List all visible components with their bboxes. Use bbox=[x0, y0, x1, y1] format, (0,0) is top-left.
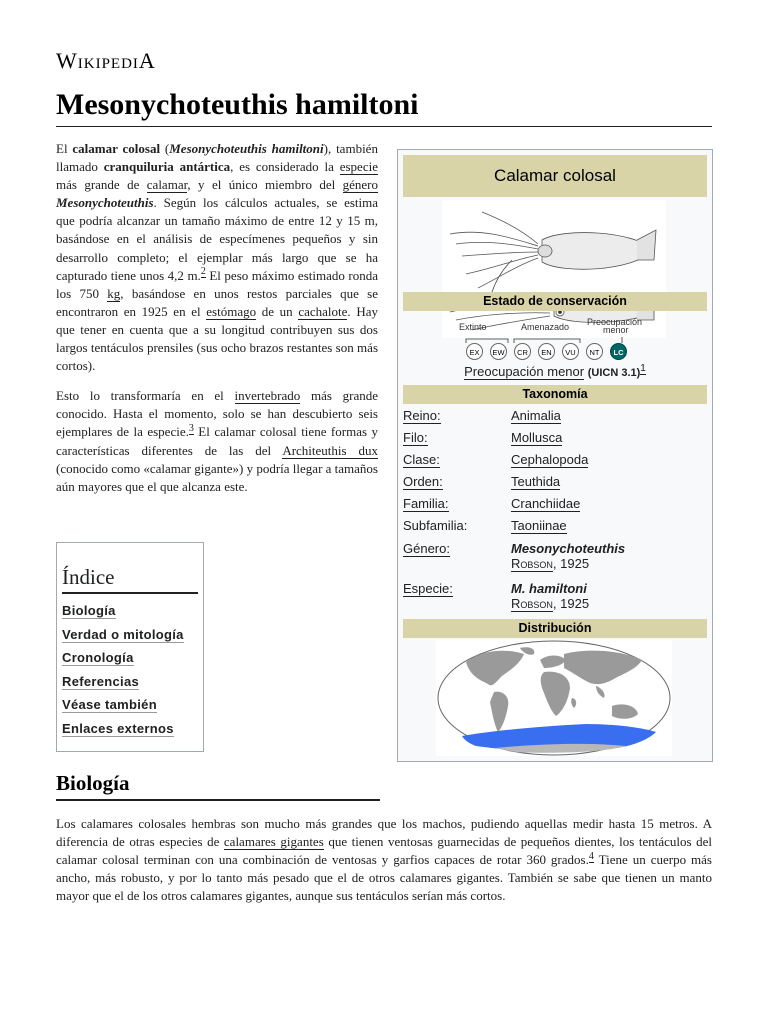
status-cr[interactable]: CR bbox=[514, 343, 531, 360]
table-of-contents bbox=[56, 542, 204, 752]
species-author[interactable]: Robson bbox=[511, 596, 553, 611]
status-en[interactable]: EN bbox=[538, 343, 555, 360]
iucn-label: (UICN 3.1) bbox=[587, 367, 641, 379]
biologia-paragraph: Los calamares colosales hembras son mucho más grandes que los machos, pudiendo aquellas medir hasta 15 metros. A diferencia de otras especies de calamares gigantes que tienen ventosas guarnecidas de pequeños dientes, los tentáculos del calamar colosal terminan con una combinación de ventosas y garfios capaces de rotar 360 grados.$^4$ Tiene un cuerpo más ancho, más robusto, y por lo tanto más pesado que el de otros calamares gigantes. También se sabe que tienen un manto mayor que el de los otros calamares gigantes, aunque sus tentáculos serían más cortos. bbox=[56, 816, 712, 904]
wordmark-a: A bbox=[138, 48, 156, 73]
toc-item-referencias[interactable]: Referencias bbox=[62, 673, 140, 689]
page-title: Mesonychoteuthis hamiltoni bbox=[56, 86, 712, 127]
toc-item-cronologia[interactable]: Cronología bbox=[62, 650, 134, 666]
link-genero[interactable]: género bbox=[342, 177, 378, 193]
lead-paragraph-1: El calamar colosal (Mesonychoteuthis hamiltoni), también llamado cranquiluria antártica, es considerado la especie más grande de calamar, y el único miembro del género Mesonychoteuthis. Según los cálculos actuales, se estima que podría alcanzar un tamaño máximo de entre 12 y 15 m, basándose en el análisis de especímenes pequeños y sin desarrollo completo; el ejemplar más largo que se ha capturado tiene unos 4,2 m.$^2$ El peso máximo estimado ronda los 750 kg, basándose en unos restos parciales que se encontraron en 1925 en el estómago de un cachalote. Hay que tener en cuenta que a su longitud contribuyen sus dos largos tentáculos prensiles (sus ocho brazos restantes son más cortos). bbox=[56, 141, 378, 374]
toc-item-biologia[interactable]: Biología bbox=[62, 603, 116, 618]
infobox-title: Calamar colosal bbox=[403, 155, 707, 197]
link-especie[interactable]: especie bbox=[339, 159, 378, 175]
wordmark-w: W bbox=[56, 48, 78, 73]
wikipedia-wordmark[interactable] bbox=[56, 48, 156, 74]
conservation-scale-labels: Extinto Amenazado Preocupación menor bbox=[459, 317, 643, 335]
conservation-status-text bbox=[403, 364, 707, 379]
lead-section bbox=[56, 140, 378, 508]
genus-author[interactable]: Robson bbox=[511, 556, 553, 571]
rank-especie[interactable]: Especie: bbox=[403, 581, 453, 596]
genus-name: Mesonychoteuthis bbox=[511, 541, 626, 556]
link-cranchiidae[interactable]: Cranchiidae bbox=[511, 496, 581, 511]
rank-reino[interactable]: Reino: bbox=[403, 408, 441, 423]
status-lc-active[interactable]: LC bbox=[610, 343, 627, 360]
rank-orden[interactable]: Orden: bbox=[403, 474, 443, 489]
toc-title: Índice bbox=[62, 565, 198, 594]
distribution-header: Distribución bbox=[403, 619, 707, 638]
toc-item-verdad-o-mitologia[interactable]: Verdad o mitología bbox=[62, 626, 184, 642]
link-calamar[interactable]: calamar bbox=[146, 177, 188, 193]
rank-clase[interactable]: Clase: bbox=[403, 452, 440, 467]
conservation-header: Estado de conservación bbox=[403, 292, 707, 311]
ref-1[interactable]: 1 bbox=[640, 362, 646, 374]
ref-2[interactable]: 2 bbox=[200, 266, 206, 278]
toc-item-enlaces-externos[interactable]: Enlaces externos bbox=[62, 720, 174, 736]
ref-3[interactable]: 3 bbox=[188, 423, 194, 435]
link-kg[interactable]: kg bbox=[107, 285, 121, 301]
status-vu[interactable]: VU bbox=[562, 343, 579, 360]
distribution-map[interactable] bbox=[436, 640, 672, 756]
rank-filo[interactable]: Filo: bbox=[403, 430, 428, 445]
link-preocupacion-menor[interactable]: Preocupación menor bbox=[464, 364, 585, 379]
ref-4[interactable]: 4 bbox=[588, 850, 594, 862]
section-heading-biologia: Biología bbox=[56, 771, 380, 801]
link-invertebrado[interactable]: invertebrado bbox=[234, 388, 301, 404]
link-cephalopoda[interactable]: Cephalopoda bbox=[511, 452, 589, 467]
link-architeuthis[interactable]: Architeuthis dux bbox=[282, 442, 378, 458]
link-calamares-gigantes[interactable]: calamares gigantes bbox=[223, 834, 324, 850]
species-name: M. hamiltoni bbox=[511, 581, 587, 596]
status-ew[interactable]: EW bbox=[490, 343, 507, 360]
link-mollusca[interactable]: Mollusca bbox=[511, 430, 563, 445]
infobox: Calamar colosal Estado de conservación Extinto Amenazado Preocupación menor EX EW CR EN VU NT LC Preocupación menor (UICN 3.1)$^1$ Taxonomía Reino: Animalia Filo: Mollusca Clase: Cephalopoda Orden: Teuthida Familia: Cranchiidae Subfamilia: Taoniinae Género: Mesonychoteuthis Robson, 1925 Especie: M. hamiltoni Robson, 1925 Distribución bbox=[397, 149, 713, 762]
lead-paragraph-2: Esto lo transformaría en el invertebrado más grande conocido. Hasta el momento, solo se han descubierto seis ejemplares de la especie.$^3$ El calamar colosal tiene formas y características diferentes de las del Architeuthis dux (conocido como «calamar gigante») y podría llegar a tamaños aún mayores que el que alcanza este. bbox=[56, 388, 378, 494]
status-ex[interactable]: EX bbox=[466, 343, 483, 360]
link-taoniinae[interactable]: Taoniinae bbox=[511, 518, 567, 533]
rank-familia[interactable]: Familia: bbox=[403, 496, 449, 511]
taxonomy-header: Taxonomía bbox=[403, 385, 707, 404]
link-animalia[interactable]: Animalia bbox=[511, 408, 561, 423]
rank-subfamilia: Subfamilia: bbox=[403, 518, 468, 533]
conservation-status-scale bbox=[464, 343, 654, 363]
link-teuthida[interactable]: Teuthida bbox=[511, 474, 561, 489]
status-nt[interactable]: NT bbox=[586, 343, 603, 360]
link-cachalote[interactable]: cachalote bbox=[298, 303, 348, 319]
rank-genero[interactable]: Género: bbox=[403, 541, 450, 556]
toc-item-vease-tambien[interactable]: Véase también bbox=[62, 697, 157, 713]
link-estomago[interactable]: estómago bbox=[206, 303, 257, 319]
wordmark-rest: ikipedi bbox=[77, 48, 139, 73]
